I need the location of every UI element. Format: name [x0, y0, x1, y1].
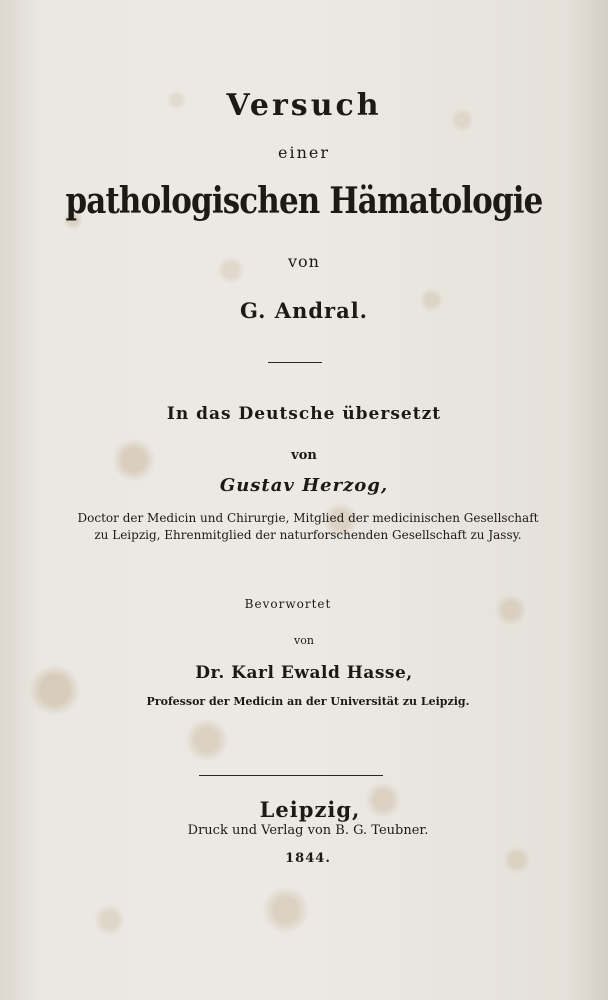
imprint-year: 1844.: [285, 851, 331, 866]
foreword-label: Bevorwortet: [244, 597, 332, 611]
divider-long: [199, 775, 383, 776]
title-line-2: einer: [277, 143, 330, 162]
author-by-label: von: [288, 252, 320, 271]
foreword-author: Dr. Karl Ewald Hasse,: [195, 663, 413, 683]
title-line-1: Versuch: [226, 88, 382, 123]
translator-affiliation-1: Doctor der Medicin und Chirurgie, Mitglied der medicinischen Gesellschaft: [77, 511, 539, 525]
translator-name: Gustav Herzog,: [219, 475, 389, 496]
foreword-author-title: Professor der Medicin an der Universität zu Leipzig.: [146, 695, 470, 708]
author-name: G. Andral.: [239, 298, 368, 323]
divider-short: [268, 362, 322, 363]
foreword-by-label: von: [294, 634, 314, 647]
imprint-printer: Druck und Verlag von B. G. Teubner.: [187, 823, 429, 838]
translator-affiliation-2: zu Leipzig, Ehrenmitglied der naturforschenden Gesellschaft zu Jassy.: [94, 528, 522, 542]
translator-by-label: von: [291, 448, 317, 463]
title-main: pathologischen Hämatologie: [65, 180, 543, 222]
imprint-city: Leipzig,: [259, 797, 361, 822]
translation-note: In das Deutsche übersetzt: [166, 404, 442, 424]
